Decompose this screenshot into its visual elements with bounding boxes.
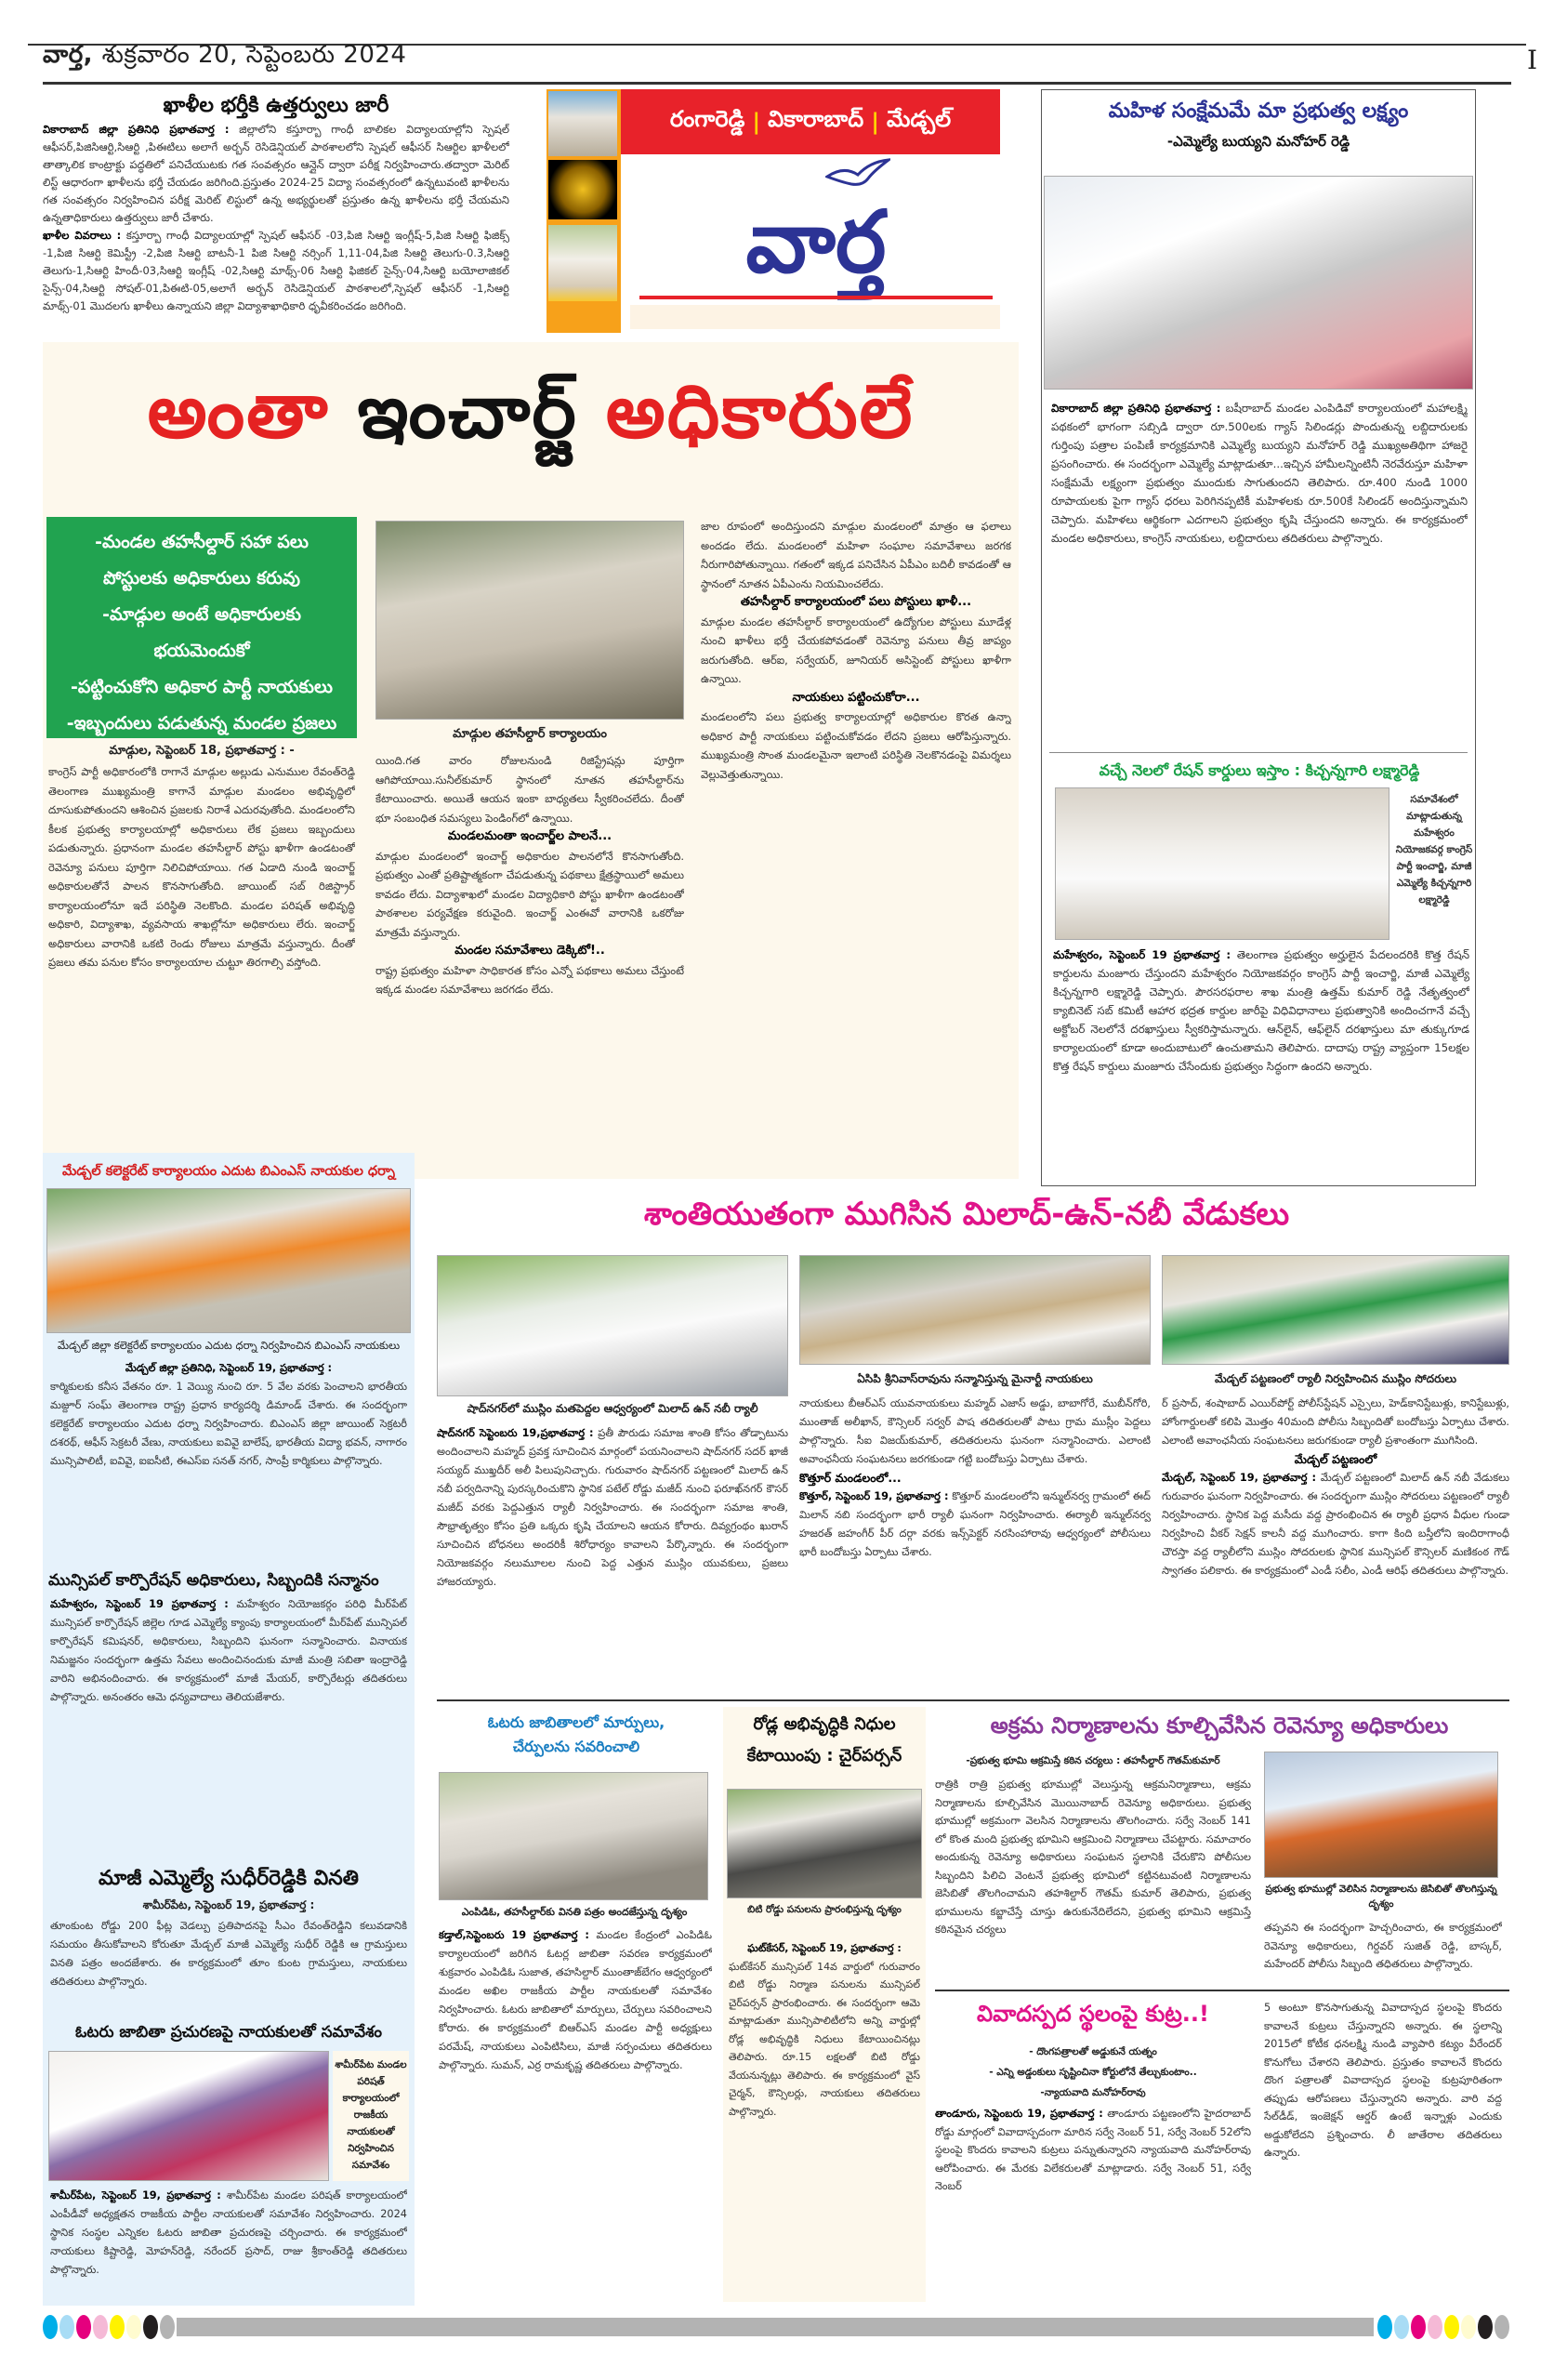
brand-block xyxy=(547,89,1019,333)
subhead: తహసీల్దార్ కార్యాలయంలో పలు పోస్టులు ఖాళీ... xyxy=(740,595,972,609)
story-body: కడ్తాల్,సెప్టెంబరు 19 ప్రభాతవార్త : మండల కేంద్రంలో ఎంపిడిఓ కార్యాలయంలో జరిగిన ఓటర్ల జాబితా సవరణ కార్యక్రమంలో శుక్రవారం ఎంపిడిఓ సుజాత, తహసిల్దార్ ముంతాజ్‌బేగం ఆధ్వర్యంలో మండల అఖిల రాజకీయ పార్టీల నాయకులతో సమావేశం నిర్వహించారు. ఓటరు జాబితాలో మార్పులు, చేర్పులు సవరించాలని కోరారు. ఈ కార్యక్రమంలో బిఆర్ఎస్ మండల పార్టీ అధ్యక్షులు పరమేష్, నాయకులు ఎంపిటిసిలు, మాజీ సర్పంచులు తదితరులు పాల్గొన్నారు. సుమన్, ఎర్ర రామకృష్ణ తదితరులు పాల్గొన్నారు. xyxy=(439,1929,712,2071)
paper-name: వార్త, xyxy=(43,41,94,69)
details-label: ఖాళీల వివరాలు : xyxy=(43,229,122,242)
headline: అక్రమ నిర్మాణాలను కూల్చివేసిన రెవెన్యూ అధికారులు xyxy=(990,1712,1449,1739)
milad-caption-2: ఏసిపి శ్రీనివాస్‌రావును సన్మానిస్తున్న మైనార్టీ నాయకులు xyxy=(857,1372,1093,1385)
meeting-photo xyxy=(48,2051,329,2181)
logo-band xyxy=(630,305,1000,329)
headline: వివాదస్పద స్థలంపై కుట్ర..! xyxy=(977,2001,1209,2027)
meeting-side-caption: శామీర్‌పేట మండల పరిషత్ కార్యాలయంలో రాజకీయ నాయకులతో నిర్వహించిన సమావేశం xyxy=(333,2051,409,2181)
headline: వచ్చే నెలలో రేషన్ కార్డులు ఇస్తాం : కిచ్చన్నగారి లక్ష్మారెడ్డి xyxy=(1099,761,1420,779)
logo-text: వార్త xyxy=(745,192,887,292)
office-photo xyxy=(375,521,684,720)
milad-headline: శాంతియుతంగా ముగిసిన మిలాద్-ఉన్-నబీ వేడుకలు xyxy=(643,1196,1290,1233)
sub-body: మహేశ్వరం, సెప్టెంబర్ 19 ప్రభాతవార్త : మహేశ్వరం నియోజకర్గం పరిధి మీర్‌పేట్ మున్సిపల్ కార్పొరేషన్ జిల్లెల గూడ ఎమ్మెల్యే క్యాంపు కార్యాలయంలో మీర్‌పేట్ మున్సిపల్ కార్పొరేషన్ కమిషనర్, అధికారులు, సిబ్బందిని ఘనంగా సన్మానించారు. వినాయక నిమజ్జనం సందర్భంగా ఉత్తమ సేవలు అందించినందుకు మాజీ మంత్రి సబితా ఇంద్రారెడ్డి వారిని అభినందించారు. ఈ కార్యక్రమంలో మాజీ మేయర్, కార్పొరేటర్లు తదితరులు పాల్గొన్నారు. అనంతరం ఆమె ధన్యవాదాలు తెలియజేశారు. xyxy=(50,1598,407,1703)
story-demolition xyxy=(935,1707,1504,1986)
sudheer-dateline: శామీర్‌పేట, సెప్టెంబర్ 19, ప్రభాతవార్త : xyxy=(142,1898,315,1911)
meeting-body: శామీర్‌పేట, సెప్టెంబర్ 19, ప్రభాతవార్త : శామీర్‌పేట మండల పరిషత్ కార్యాలయంలో ఎంపీడీవో అధ్యక్షతన రాజకీయ పార్టీల నాయకులతో సమావేశం నిర్వహించారు. 2024 స్థానిక సంస్థల ఎన్నికల ఓటరు జాబితా ప్రచురణపై చర్చించారు. ఈ కార్యక్రమంలో నాయకులు కిష్టారెడ్డి, మోహన్‌రెడ్డి, నరేందర్ ప్రసాద్, రాజు శ్రీకాంత్‌రెడ్డి తదితరులు పాల్గొన్నారు. xyxy=(50,2189,407,2276)
dateline: మాడ్గుల, సెప్టెంబర్ 18, ప్రభాతవార్త : - xyxy=(109,744,295,758)
column-2: యింది.గత వారం రోజులనుండి రిజిస్ట్రేషన్లు పూర్తిగా ఆగిపోయాయి.సునీల్‌కుమార్ స్థానంలో నూతన తహసీల్దార్‌ను కేటాయించారు. అయితే ఆయన ఇంకా బాధ్యతలు స్వీకరించలేదు. దీంతో భూ సంబంధిత సమస్యలు పెండింగ్‌లో ఉన్నాయి. మండలమంతా ఇంచార్జ్‌ల పాలనే... మాడ్గుల మండలంలో ఇంచార్జ్ అధికారుల పాలనలోనే కొనసాగుతోంది. ప్రభుత్వం ఎంతో ప్రతిష్టాత్మకంగా చేపడుతున్న పథకాలు క్షేత్రస్థాయిలో అమలు కావడం లేదు. విద్యాశాఖలో మండల విద్యాధికారి పోస్టు ఖాళీగా ఉండటంతో పాఠశాలల పర్యవేక్షణ కరువైంది. ఇంచార్జ్ ఎంఈవో వారానికి ఒకరోజు మాత్రమే వస్తున్నారు. మండల సమావేశాలు డెక్కిటో!.. రాష్ట్ర ప్రభుత్వం మహిళా సాధికారత కోసం ఎన్నో పథకాలు అమలు చేస్తుంటే ఇక్కడ మండల సమావేశాలు జరగడం లేదు. xyxy=(375,754,684,996)
temple-photo xyxy=(548,91,617,156)
logo-underline xyxy=(639,296,993,299)
lead-story xyxy=(43,342,1019,1179)
registration-dots-right xyxy=(1377,2315,1511,2339)
jcb-photo xyxy=(1264,1752,1498,1878)
subhead: నాయకులు పట్టించుకోరా... xyxy=(792,690,920,705)
registration-gray-bar xyxy=(177,2318,1374,2336)
subhead: కొత్తూర్ మండలంలో... xyxy=(799,1471,902,1485)
left-column-stack xyxy=(43,1153,415,2306)
subheads: - దొంగపత్రాలతో అడ్డుకునే యత్నం - ఎన్ని అడ్డంకులు సృష్టించినా కోర్టులోనే తేల్చుకుంటాం.. -న్యాయవాది మనోహర్‌రావు xyxy=(989,2046,1197,2098)
ration-event-photo xyxy=(1055,787,1389,940)
story-women-welfare xyxy=(1041,89,1476,1186)
bms-photo-caption: మేడ్చల్ జిల్లా కలెక్టరేట్ కార్యాలయం ఎదుట ధర్నా నిర్వహించిన బిఎంఎస్ నాయకులు xyxy=(57,1339,401,1352)
story-body-continued: 5 అంటూ కొనసాగుతున్న వివాదాస్పద స్థలంపై కొందరు కావాలనే కుట్రలు చేస్తున్నారని అన్నారు. ఈ స్థలాన్ని 2015లో కోటీక ధనలక్ష్మి నుండి వ్యాపారి కట్యం వీరేందర్ కొనుగోలు చేశారని తెలిపారు. ప్రస్తుతం కావాలనే కొందరు దొంగ పత్రాలతో వివాదాస్పద స్థలంపై కుట్రపూరితంగా తప్పుడు ఆరోపణలు చేస్తున్నారని అన్నారు. వారి వద్ద సేల్‌డీడ్, ఇంజెక్షన్ ఆర్డర్ ఉంటే ఇన్నాళ్లు ఎందుకు అడ్డుకోలేదని ప్రశ్నించారు. లీ జాతేరాల తదితరులు ఉన్నారు. xyxy=(1264,2002,1502,2159)
photo-strip xyxy=(547,89,621,333)
sudheer-body: తూంకుంట రోడ్డు 200 ఫీట్ల వెడల్పు ప్రతిపాదనపై సీఎం రేవంత్‌రెడ్డిని కలువడానికి సమయం తీసుకోవాలని కోరుతూ మేడ్చల్ మాజీ ఎమ్మెల్యే సుధీర్ రెడ్డికి ఆ గ్రామస్తులు వినతి పత్రం అందజేశారు. ఈ కార్యక్రమంలో తూం కుంట గ్రామస్తులు, నాయకులు తదితరులు పాల్గొన్నారు. xyxy=(50,1920,407,1988)
story-road-funds xyxy=(723,1707,926,2302)
voter-meeting-headline: ఓటరు జాబితా ప్రచురణపై నాయకులతో సమావేశం xyxy=(74,2023,383,2042)
voter-photo xyxy=(439,1772,708,1900)
dateline: వికారాబాద్ జిల్లా ప్రతినిధి ప్రభాతవార్త : xyxy=(1051,402,1221,415)
milad-caption-3: మేడ్చల్ పట్టణంలో ర్యాలీ నిర్వహించిన ముస్లిం సోదరులు xyxy=(1214,1372,1457,1385)
photo-caption: ఎంపిడిఓ, తహసీల్దార్‌కు వినతి పత్రం అందజేస్తున్న దృశ్యం xyxy=(461,1906,688,1918)
headline: ఖాళీల భర్తీకి ఉత్తర్వులు జారీ xyxy=(163,94,389,117)
milad-column-3: ర్ ప్రసాద్, శంషాబాద్ ఎయిర్‌పోర్ట్ పోలీస్‌స్టేషన్ ఎస్సైలు, హెడ్‌కానిస్టేబుళ్లు, కానిస్టేబుళ్లు, హోంగార్డులతో కలిపి మొత్తం 40మంది పోలీసు సిబ్బందితో బందోబస్తు ఏర్పాటు చేశారు. ఎలాంటి అవాంఛనీయ సంఘటనలు జరుగకుండా ర్యాలీ ప్రశాంతంగా ముగిసింది. మేడ్చల్ పట్టణంలో మేడ్చల్, సెప్టెంబర్ 19, ప్రభాతవార్త : మేడ్చల్ పట్టణంలో మిలాద్ ఉన్ నబీ వేడుకలు గురువారం ఘనంగా నిర్వహించారు. ఈ సందర్భంగా ముస్లిం సోదరులు పట్టణంలో ర్యాలీ నిర్వహించారు. స్థానిక పెద్ద మసీదు వద్ద ప్రారంభించిన ఈ ర్యాలీ ప్రధాన వీధుల గుండా నిర్వహించి వీకర్ సెక్షన్ కాలనీ వద్ద ముగించారు. కాగా కింది బస్తీలోని ఇందిరాగాంధీ చౌరస్తా వద్ద ర్యాలీలోని ముస్లిం సోదరులకు స్థానిక మున్సిపల్ కౌన్సిలర్ మణికంఠ గౌడ్ స్వాగతం పలికారు. ఈ కార్యక్రమంలో ఎండీ సలీం, ఎండీ ఆరిఫ్ తదితరులు పాల్గొన్నారు. xyxy=(1162,1397,1509,1577)
story-body: వికారాబాద్ జిల్లా ప్రతినిధి ప్రభాతవార్త : బషీరాబాద్ మండల ఎంపిడివో కార్యాలయంలో మహాలక్ష్మి పథకంలో భాగంగా సబ్సిడి ద్వారా రూ.500లకు గ్యాస్ సిలిండర్లు పొందుతున్న లబ్దిదారులకు గుర్తింపు పత్రాల పంపిణీ కార్యక్రమానికి ఎమ్మెల్యే బుయ్యని మనోహర్ రెడ్డి ముఖ్యఅతిథిగా హాజరై ప్రసంగించారు. ఈ సందర్భంగా ఎమ్మెల్యే మాట్లాడుతూ...ఇచ్చిన హామీలన్నింటినీ నెరవేరుస్తూ మహిళా సంక్షేమమే లక్ష్యంగా ప్రభుత్వం ముందుకు సాగుతుందని తెలిపారు. రూ.400 నుండి 1000 రూపాయలకు పైగా గ్యాస్ ధరలు పెరిగినప్పటికీ మహిళలకు రూ.500కే సిలిండర్ అందిస్తున్నామని చెప్పారు. మహిళలు ఆర్థికంగా ఎదగాలని ప్రభుత్వం కృషి చేస్తుందని అన్నారు. ఈ కార్యక్రమంలో మండల అధికారులు, కాంగ్రెస్ నాయకులు, లబ్దిదారులు తదితరులు పాల్గొన్నారు. xyxy=(1051,402,1468,545)
column-1: కాంగ్రెస్ పార్టీ అధికారంలోకి రాగానే మాడ్గుల అల్లుడు ఎనుముల రేవంత్‌రెడ్డి తెలంగాణ ముఖ్యమంత్రి కాగానే మాడ్గుల మండలం అభివృద్ధిలో దూసుకుపోతుందని ఆశించిన ప్రజలకు నిరాశే ఎదురవుతోంది. మండలంలోని కీలక ప్రభుత్వ కార్యాలయాల్లో అధికారులు లేక ప్రజలు ఇబ్బందులు పడుతున్నారు. ప్రధానంగా మండల తహసీల్దార్ పోస్టు ఖాళీగా ఉండటంతో రెవెన్యూ పనులు పూర్తిగా నిలిచిపోయాయి. గత ఏడాది నుండి ఇంచార్జ్ అధికారులతోనే పాలన కొనసాగుతోంది. జాయింట్ సబ్ రిజిస్ట్రార్ కార్యాలయంలోనూ ఇదే పరిస్థితి నెలకొంది. మండల పరిషత్ అభివృద్ధి అధికారి, విద్యాశాఖ, వ్యవసాయ శాఖల్లోనూ అధికారులు లేరు. ఇంచార్జ్ అధికారులు వారానికి ఒకటి రెండు రోజులు మాత్రమే వస్తున్నారు. దీంతో ప్రజలు తమ పనుల కోసం కార్యాలయాల చుట్టూ తిరగాల్సి వస్తోంది. xyxy=(48,765,355,969)
subhead: -ప్రభుత్వ భూమి ఆక్రమిస్తే కఠిన చర్యలు : తహసీల్దార్ గౌతమ్‌కుమార్ xyxy=(966,1755,1220,1766)
story-body: ఘట్‌కేసర్, సెప్టెంబర్ 19, ప్రభాతవార్త : ఘట్‌కేసర్ మున్సిపల్ 14వ వార్డులో గురువారం బిటి రోడ్డు నిర్మాణ పనులను మున్సిపల్ చైర్‌పర్సన్ ప్రారంభించారు. ఈ సందర్భంగా ఆమె మాట్లాడుతూ మున్సిపాలిటీలోని అన్ని వార్డుల్లో రోడ్ల అభివృద్ధికి నిధులు కేటాయించినట్లు తెలిపారు. రూ.15 లక్షలతో బిటి రోడ్డు వేయనున్నట్లు తెలిపారు. ఈ కార్యక్రమంలో వైస్ చైర్మన్, కౌన్సిలర్లు, నాయకులు తదితరులు పాల్గొన్నారు. xyxy=(729,1942,920,2118)
subhead: మండలమంతా ఇంచార్జ్‌ల పాలనే... xyxy=(447,829,612,843)
headline: మహిళ సంక్షేమమే మా ప్రభుత్వ లక్ష్యం xyxy=(1108,99,1409,123)
subhead: -ఎమ్మెల్యే బుయ్యని మనోహర్ రెడ్డి xyxy=(1166,133,1350,150)
photo-caption: బిటి రోడ్డు పనులను ప్రారంభిస్తున్న దృశ్యం xyxy=(747,1904,902,1915)
deity-photo xyxy=(548,160,617,219)
milad-photo-2 xyxy=(799,1255,1151,1365)
story-voter-list-changes xyxy=(437,1707,716,2302)
dateline: వికారాబాద్ జిల్లా ప్రతినిధి ప్రభాతవార్త : xyxy=(43,123,230,136)
lead-headline: అంతా ఇంచార్జ్ అధికారులే xyxy=(147,368,915,455)
subhead: మేడ్చల్ పట్టణంలో xyxy=(1294,1452,1377,1466)
story-body: తాండూరు, సెప్టెంబరు 19, ప్రభాతవార్త : తాండూరు పట్టణంలోని హైదరాబాద్ రోడ్డు మార్గంలో వివాదాస్పదంగా మారిన సర్వే నెంబర్ 51, సర్వే నెంబర్ 52లోని స్థలంపై కొందరు కావాలని కుట్రలు పన్నుతున్నారని న్యాయవాది మనోహర్‌రావు ఆరోపించారు. ఈ మేరకు విలేకరులతో మాట్లాడారు. సర్వే నెంబర్ 51, సర్వే నెంబర్ xyxy=(935,2108,1251,2192)
bms-body: మేడ్చల్ జిల్లా ప్రతినిధి, సెప్టెంబర్ 19, ప్రభాతవార్త : కార్మికులకు కనీస వేతనం రూ. 1 వెయ్యి నుంచి రూ. 5 వేల వరకు పెంచాలని భారతీయ మజ్దూర్ సంఘ్ తెలంగాణ రాష్ట్ర ప్రధాన కార్యదర్శి డిమాండ్ చేశారు. ఈ సందర్భంగా కలెక్టరేట్ కార్యాలయం ఎదుట ధర్నా నిర్వహించారు. బిఎంఎస్ జిల్లా జాయింట్ సెక్రటరీ దశరథ్, ఆఫీస్ సెక్రటరీ వేణు, నాయకులు ఐవివై బాలేష్, భారతీయ విద్యా భవన్, నాగారం మున్సిపాలిటీ, ఐవివై, ఐఐసీటి, ఈఎస్ఐ సనత్ నగర్, సాంప్రీ కార్మికులు పాల్గొన్నారు. xyxy=(50,1362,407,1467)
event-photo xyxy=(1044,176,1473,390)
milad-column-1: షాద్‌నగర్ సెప్టెంబరు 19,ప్రభాతవార్త : ప్రతీ పౌరుడు సమాజ శాంతి కోసం తోడ్పాటును అందించాలని మహ్మద్ ప్రవక్త సూచించిన మార్గంలో పయనించాలని షాద్‌నగర్ సదర్ ఖాజీ సయ్యద్ ముఖ్తదీర్ అలీ పిలుపునిచ్చారు. గురువారం షాద్‌నగర్ పట్టణంలో మిలాద్ ఉన్ నబీ పర్వదినాన్ని పురస్కరించుకొని స్థానిక పటేల్ రోడ్డు మజీద్ నుంచి ఫరూఖ్‌నగర్ కౌసర్ మజీద్ వరకు పెద్దఎత్తున ర్యాలీ నిర్వహించారు. ఈ సందర్భంగా సమాజ శాంతి, సౌభ్రాతృత్వం కోసం ప్రతి ఒక్కరు కృషి చేయాలని ఆయన కోరారు. దివ్యగ్రంథం ఖురాన్ సూచించిన బోధనలు అందరికీ శిరోధార్యం కావాలని పేర్కొన్నారు. ఈ సందర్భంగా నియోజకవర్గం నలుమూలల నుంచి పెద్ద ఎత్తున ముస్లిం యువకులు, ప్రజలు హాజరయ్యారు. xyxy=(437,1427,788,1588)
story-disputed-land xyxy=(935,1995,1504,2302)
story-body: వికారాబాద్ జిల్లా ప్రతినిధి ప్రభాతవార్త : జిల్లాలోని కస్తూర్బా గాంధీ బాలికల విద్యాలయాల్లోని స్పెషల్ ఆఫీసర్,పిజిసిఆర్టి,సిఆర్టి ,పిఈటిలు అలాగే అర్బన్ రెసిడెన్షియల్ పాఠశాలలోని స్పెషల్ ఆఫీసర్ సిఆర్టిల ఖాళీలలో తాత్కాలిక కాంట్రాక్టు పద్ధతిలో పనిచేయుటకు గత సంవత్సరం ఆన్లైన్ ద్వారా పరీక్ష నిర్వహించారు.తద్వారా మెరిట్ లిస్ట్ ఆధారంగా ఖాళీలను భర్తీ చేయడం జరిగింది.ప్రస్తుతం 2024-25 విద్యా సంవత్సరంలో ఉన్నటువంటి ఖాళీలను గత సంవత్సరం నిర్వహించిన పరీక్ష మెరిట్ లిస్టులో ఉన్న అభ్యర్థులతో ప్రస్తుతం ఉన్న ఖాళీలను భర్తీ చేయమని ఉన్నతాధికారులు ఉత్తర్వులు జారీ చేశారు. ఖాళీల వివరాలు : కస్తూర్బా గాంధీ విద్యాలయాల్లో స్పెషల్ ఆఫీసర్ -03,పిజి సిఆర్టి ఇంగ్లీష్-5,పిజి సిఆర్టి ఫిజిక్స్ -1,పిజి సిఆర్టి కెమిస్ట్రీ -2,పిజి సిఆర్టి బాటనీ-1 పిజి సిఆర్టి నర్సింగ్ 1,11-04,పిజి సిఆర్టి తెలుగు-0.3,సిఆర్టి తెలుగు-1,సిఆర్టి హిందీ-03,సిఆర్టి ఇంగ్లీష్ -02,సిఆర్టి మాథ్స్-06 సిఆర్టి ఫిజికల్ సైన్స్-04,సిఆర్టి బయోలాజికల్ సైన్స్-04,సిఆర్టి సోషల్-01,పిఈటి-05,అలాగే అర్బన్ రెసిడెన్షియల్ పాఠశాలలో,స్పెషల్ ఆఫీసర్ -1,సిఆర్టి మాథ్స్-01 మొదలగు ఖాళీలు ఉన్నాయని జిల్లా విద్యాశాఖాధికారి ధృవీకరించడం జరిగింది. xyxy=(43,123,509,312)
story-body: మహేశ్వరం, సెప్టెంబర్ 19 ప్రభాతవార్త : తెలంగాణ ప్రభుత్వం అర్హులైన పేదలందరికి కొత్త రేషన్ కార్డులను మంజూరు చేస్తుందని మహేశ్వరం నియోజకవర్గం కాంగ్రెస్ పార్టీ ఇంచార్జి, మాజీ ఎమ్మెల్యే కిచ్చన్నగారి లక్ష్మారెడ్డి చెప్పారు. పౌరసరఫరాల శాఖ మంత్రి ఉత్తమ్ కుమార్ రెడ్డి నేతృత్వంలో క్యాబినెట్ సబ్ కమిటీ ఆహార భద్రత కార్డుల జారీపై విధివిధానాలు ప్రభుత్వానికి అందించగానే వచ్చే అక్టోబర్ నెలలోనే దరఖాస్తులు స్వీకరిస్తామన్నారు. ఆన్‌లైన్, ఆఫ్‌లైన్ దరఖాస్తులు మా తుక్కుగూడ కార్యాలయంలో కూడా అందుబాటులో ఉంచుతామని తెలిపారు. దాదాపు రాష్ట్ర వ్యాప్తంగా 15లక్షల కొత్త రేషన్ కార్డులు మంజూరు చేసేందుకు ప్రభుత్వం సిద్ధంగా ఉందని అన్నారు. xyxy=(1053,948,1469,1073)
shrine-photo xyxy=(548,225,617,301)
milad-caption-1: షాద్‌నగర్‌లో ముస్లిం మతపెద్దల ఆధ్వర్యంలో మిలాద్ ఉన్ నబీ ర్యాలీ xyxy=(467,1402,758,1415)
dateline: మహేశ్వరం, సెప్టెంబర్ 19 ప్రభాతవార్త : xyxy=(1053,948,1231,961)
column-3: జాల రూపంలో అందిస్తుందని మాడ్గుల మండలంలో మాత్రం ఆ ఫలాలు అందడం లేదు. మండలంలో మహిళా సంఘాల సమావేశాలు జరగక నీరుగారిపోతున్నాయి. గతంలో ఇక్కడ పనిచేసిన ఏపీఎం బదిలీ కావడంతో ఆ స్థానంలో నూతన ఏపీఎంను నియమించలేదు. తహసీల్దార్ కార్యాలయంలో పలు పోస్టులు ఖాళీ... మాడ్గుల మండల తహసీల్దార్ కార్యాలయంలో ఉద్యోగుల పోస్టులు మూడేళ్ల నుంచి ఖాళీలు భర్తీ చేయకపోవడంతో రెవెన్యూ పనులు తీవ్ర జాప్యం జరుగుతోంది. ఆర్‌ఐ, సర్వేయర్, జూనియర్ అసిస్టెంట్ పోస్టులు ఖాళీగా ఉన్నాయి. నాయకులు పట్టించుకోరా... మండలంలోని పలు ప్రభుత్వ కార్యాలయాల్లో అధికారుల కొరత ఉన్నా అధికార పార్టీ నాయకులు పట్టించుకోవడం లేదని ప్రజలు ఆరోపిస్తున్నారు. ముఖ్యమంత్రి సొంత మండలమైనా ఇలాంటి పరిస్థితి నెలకొనడంపై విమర్శలు వెల్లువెత్తుతున్నాయి. xyxy=(701,520,1011,781)
photo-side-caption: సమావేశంలో మాట్లాడుతున్న మహేశ్వరం నియోజకవర్గ కాంగ్రెస్ పార్టీ ఇంచార్జి, మాజీ ఎమ్మెల్యే కిచ్చన్నగారి లక్ష్మారెడ్డి xyxy=(1395,794,1473,906)
headline: ఓటరు జాబితాలలో మార్పులు, చేర్పులను సవరించాలి xyxy=(487,1713,665,1755)
photo-caption: మాడ్గుల తహసీల్దార్ కార్యాలయం xyxy=(453,727,607,741)
road-photo xyxy=(727,1789,922,1898)
subhead: మండల సమావేశాలు డెక్కిటో!.. xyxy=(454,944,605,958)
story-vacancies xyxy=(43,91,509,335)
sudheer-headline: మాజీ ఎమ్మెల్యే సుధీర్‌రెడ్డికి వినతి xyxy=(99,1867,359,1890)
photo-caption: ప్రభుత్వ భూముల్లో వెలిసిన నిర్మాణాలను జెసిబితో తొలగిస్తున్న దృశ్యం xyxy=(1265,1884,1497,1910)
story-body: రాత్రికి రాత్రి ప్రభుత్వ భూముల్లో వెలుస్తున్న ఆక్రమనిర్మాణాలు, ఆక్రమ నిర్మాణాలను కూల్చివేసిన మొయినాబాద్ రెవెన్యూ అధికారులు. ప్రభుత్వ భూముల్లో అక్రమంగా వెలసిన నిర్మాణాలను తొలగించారు. సర్వే నెంబర్ 141 లో కొంత మంది ప్రభుత్వ భూమిని ఆక్రమించి నిర్మాణాలు చేపట్టారు. సమాచారం అందుకున్న రెవెన్యూ అధికారులు సంఘటన స్థలానికి చేరుకొని పోలీసుల సిబ్బందిని పిలిచి వెంటనే ప్రభుత్వ భూమిలో కట్టినటువంటి నిర్మాణాలను జెసిబితో తొలగించామని తహశిల్దార్ గౌతమ్ కుమార్ తెలిపారు, ప్రభుత్వ భూములను కబ్జాచేస్తే చూస్తు ఉరుకునేదిలేదని, ప్రభుత్వ భూమిని ఆక్రమిస్తే కఠినమైన చర్యలు xyxy=(935,1778,1251,1936)
registration-dots-left xyxy=(43,2315,177,2339)
milad-photo-3 xyxy=(1162,1255,1509,1365)
headline: రోడ్ల అభివృద్ధికి నిధుల కేటాయింపు : చైర్‌పర్సన్ xyxy=(746,1714,902,1765)
sub-headline: మున్సిపల్ కార్పొరేషన్ అధికారులు, సిబ్బందికి సన్మానం xyxy=(48,1571,379,1590)
milad-column-2: నాయకులు బీఆర్ఎస్ యువనాయకులు మహ్మద్ ఎజాస్ అడ్డు, బాబాగోరే, ముబీన్‌గోరి, ముంతాజ్ అలీఖాన్, కౌన్సిలర్ సర్వర్ పాష తదితరులతో పాటు గ్రామ ముస్లీం పెద్దలు పాల్గొన్నారు. సీఐ విజయ్‌కుమార్, తదితరులను ఘనంగా సన్మానించారు. ఎలాంటి అవాంఛనీయ సంఘటనలు జరగకుండా గట్టి బందోబస్తు ఏర్పాటు చేశారు. కొత్తూర్ మండలంలో... కొత్తూర్, సెప్టెంబర్ 19, ప్రభాతవార్త : కొత్తూర్ మండలంలోని ఇన్ముల్‌నర్వ గ్రామంలో ఈద్ మిలాన్ నబి సందర్భంగా భారీ ర్యాలీ ఘనంగా నిర్వహించారు. ఈర్యాలీ ఇన్ముల్‌నర్వ హజరత్ జహంగీర్ పీర్ దర్గా వరకు ఇన్స్‌పెక్టర్ నరసింహారావు ఆధ్వర్యంలో పోలీసులు భారీ బందోబస్తు ఏర్పాటు చేశారు. xyxy=(799,1397,1151,1558)
page-number: I xyxy=(1526,45,1537,75)
masthead xyxy=(43,41,406,74)
milad-photo-1 xyxy=(437,1255,788,1396)
bms-photo xyxy=(46,1188,411,1333)
bms-headline: మేడ్చల్ కలెక్టరేట్ కార్యాలయం ఎదుట బిఎంఎస్ నాయకుల ధర్నా xyxy=(61,1164,396,1179)
district-banner: రంగారెడ్డి | వికారాబాద్ | మేడ్చల్ xyxy=(621,89,1000,154)
story-ration-cards xyxy=(1042,754,1477,1187)
story-body-continued: తప్పవని ఈ సందర్భంగా హెచ్చరించారు, ఈ కార్యక్రమంలో రెవెన్యూ అధికారులు, గిర్దవర్ సుజిత్ రెడ్డి, బాస్కర్, మహేందర్ పోలీసు సిబ్బంది తధితరులు పాల్గొన్నారు. xyxy=(1264,1922,1502,1970)
highlights-box: -మండల తహసీల్దార్ సహా పలు పోస్టులకు అధికారులు కరువు -మాడ్గుల అంటే అధికారులకు భయమెందుకో -పట్టించుకోని అధికార పార్టీ నాయకులు -ఇబ్బందులు పడుతున్న మండల ప్రజలు xyxy=(46,517,357,738)
dove-icon xyxy=(825,158,890,195)
issue-date: శుక్రవారం 20, సెప్టెంబరు 2024 xyxy=(101,41,407,69)
print-registration-bar xyxy=(43,2315,1511,2339)
